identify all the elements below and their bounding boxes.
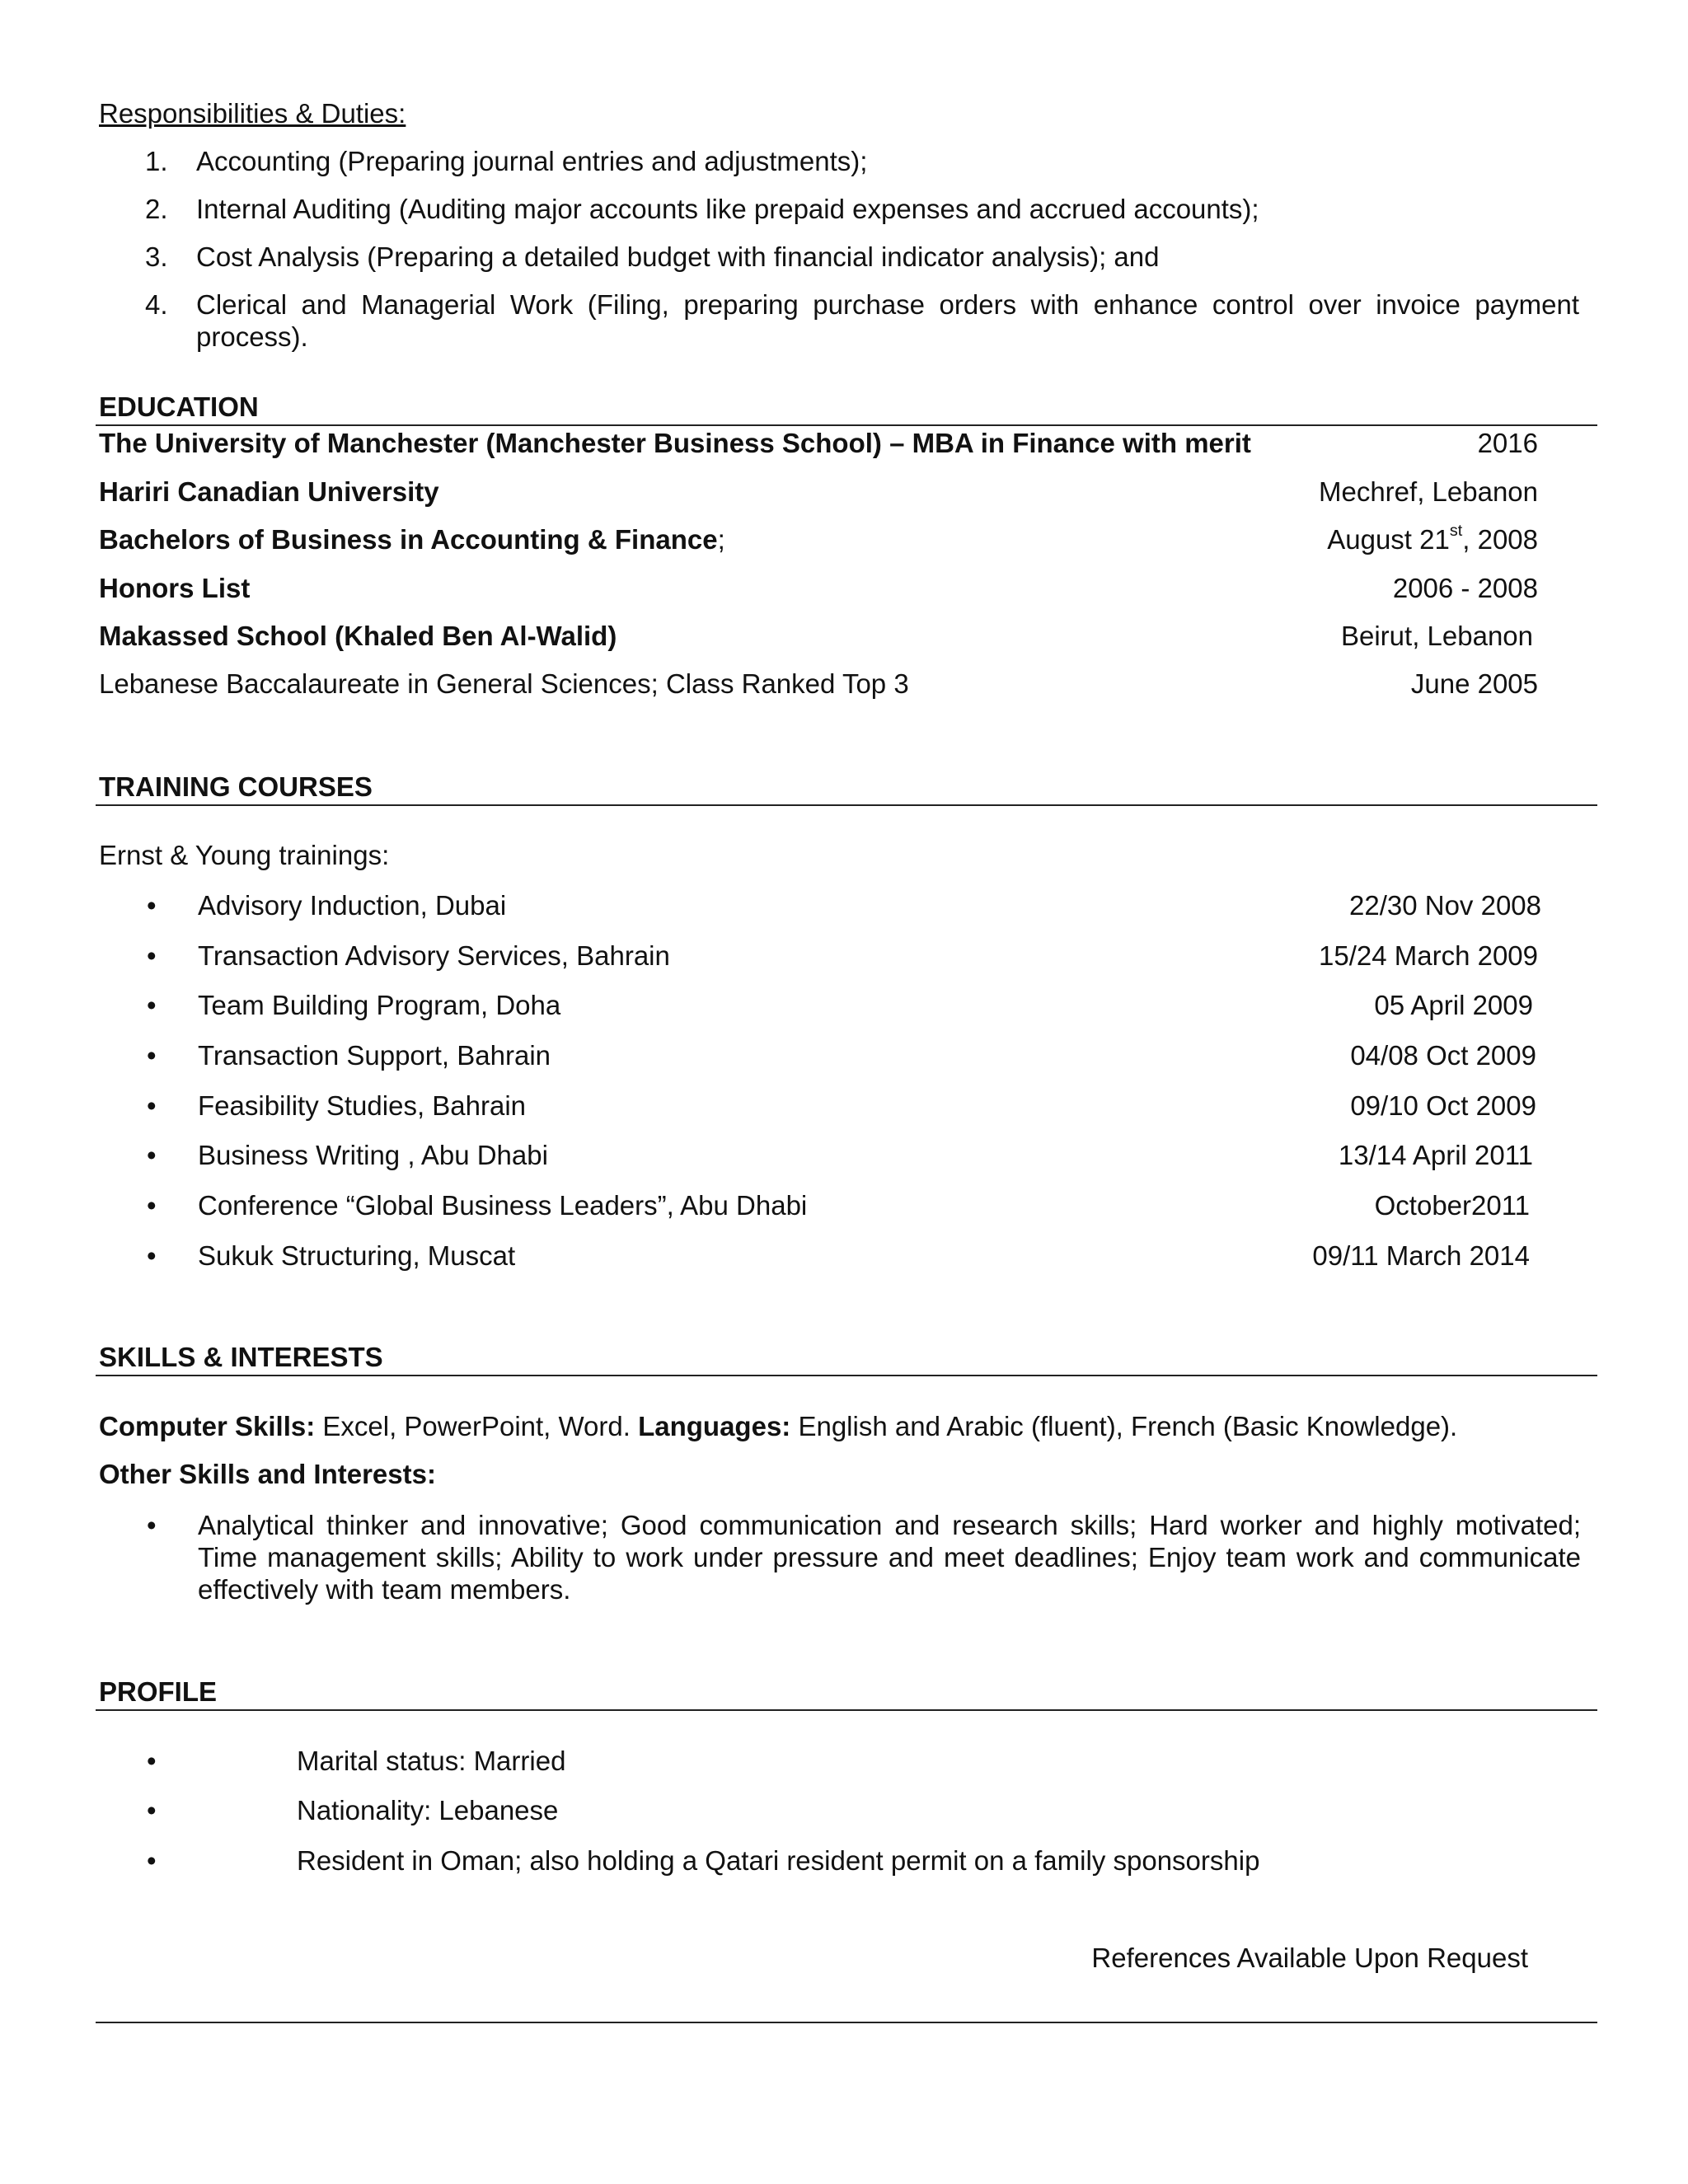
education-heading: EDUCATION [99,391,259,422]
bullet: • [147,1845,157,1876]
bullet: • [147,1510,157,1540]
education-institution: The University of Manchester (Manchester Business School) – MBA in Finance with merit [99,428,1251,458]
training-date: 09/11 March 2014 [1312,1240,1530,1271]
training-course: Sukuk Structuring, Muscat [198,1240,516,1271]
training-date: 09/10 Oct 2009 [1350,1090,1536,1121]
list-number: 2. [145,194,168,224]
training-date: 22/30 Nov 2008 [1348,890,1541,921]
date-ordinal: st [1449,522,1463,541]
references-note: References Available Upon Request [1091,1943,1528,1973]
computer-skills-value: Excel, PowerPoint, Word. [315,1411,639,1441]
languages-label: Languages: [638,1411,791,1441]
degree-title: Bachelors of Business in Accounting & Finance [99,524,718,555]
skills-line [99,1410,1457,1443]
training-date: 13/14 April 2011 [1338,1140,1533,1170]
education-institution: Hariri Canadian University [99,476,439,507]
footer-rule [96,2022,1597,2023]
education-rule [96,424,1597,426]
bullet: • [147,1140,157,1170]
date-text: August 21 [1327,524,1450,555]
training-course: Team Building Program, Doha [198,990,561,1020]
skills-rule [96,1375,1597,1376]
bullet: • [147,1795,157,1825]
education-date: 2006 - 2008 [1392,573,1538,603]
bullet: • [147,940,157,971]
bullet: • [147,1190,157,1221]
education-honor: Honors List [99,573,251,603]
languages-value: English and Arabic (fluent), French (Basic Knowledge). [790,1411,1458,1441]
training-date: 15/24 March 2009 [1318,940,1538,971]
education-location: Beirut, Lebanon [1340,621,1533,651]
training-course: Transaction Support, Bahrain [198,1040,551,1071]
training-course: Business Writing , Abu Dhabi [198,1140,548,1170]
responsibility-item: Clerical and Managerial Work (Filing, preparing purchase orders with enhance control over invoice payment process). [196,289,1579,352]
training-date: October2011 [1374,1190,1530,1221]
responsibilities-heading: Responsibilities & Duties: [99,98,406,129]
list-number: 3. [145,241,168,272]
list-number: 4. [145,289,168,320]
other-skills-label: Other Skills and Interests: [99,1459,436,1489]
training-date: 04/08 Oct 2009 [1350,1040,1536,1071]
training-date: 05 April 2009 [1374,990,1533,1020]
profile-item: Nationality: Lebanese [297,1795,559,1825]
education-date: 2016 [1477,428,1538,458]
training-course: Conference “Global Business Leaders”, Abu Dhabi [198,1190,808,1221]
other-skills-text: Analytical thinker and innovative; Good communication and research skills; Hard worker and highly motivated; Time management skills; Ability to work under pressure and meet deadlines; Enjoy team work and communicate effectively with team members. [198,1510,1581,1605]
education-institution: Makassed School (Khaled Ben Al-Walid) [99,621,617,651]
bullet: • [147,1040,157,1071]
profile-heading: PROFILE [99,1676,218,1707]
training-intro: Ernst & Young trainings: [99,840,390,870]
profile-item: Resident in Oman; also holding a Qatari resident permit on a family sponsorship [297,1845,1260,1876]
education-degree [99,523,725,556]
list-number: 1. [145,146,168,176]
education-date [1327,523,1538,556]
computer-skills-label: Computer Skills: [99,1411,316,1441]
bullet: • [147,890,157,921]
bullet: • [147,1090,157,1121]
profile-rule [96,1709,1597,1711]
responsibility-item: Internal Auditing (Auditing major accounts like prepaid expenses and accrued accounts); [196,194,1259,224]
date-year: , 2008 [1462,524,1538,555]
training-heading: TRAINING COURSES [99,771,373,802]
bullet: • [147,1746,157,1776]
training-course: Advisory Induction, Dubai [198,890,507,921]
skills-heading: SKILLS & INTERESTS [99,1342,383,1372]
responsibility-item: Accounting (Preparing journal entries and adjustments); [196,146,868,176]
responsibility-item: Cost Analysis (Preparing a detailed budget with financial indicator analysis); and [196,241,1160,272]
education-location: Mechref, Lebanon [1318,476,1538,507]
education-degree: Lebanese Baccalaureate in General Sciences; Class Ranked Top 3 [99,668,909,699]
bullet: • [147,990,157,1020]
degree-suffix: ; [717,524,725,555]
bullet: • [147,1240,157,1271]
training-course: Transaction Advisory Services, Bahrain [198,940,670,971]
training-rule [96,804,1597,806]
education-date: June 2005 [1410,668,1538,699]
training-course: Feasibility Studies, Bahrain [198,1090,527,1121]
profile-item: Marital status: Married [297,1746,566,1776]
